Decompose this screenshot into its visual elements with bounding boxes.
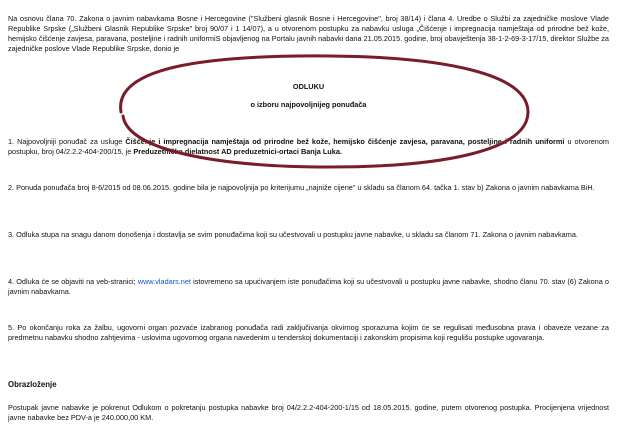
vladars-link[interactable]: www.vladars.net — [137, 277, 191, 286]
item-4-text-post: istovremeno sa upućivanjem iste ponuđačima koji su učestvovali u postupku javne nabavke, shodno članu 70. stav (6) Zakona o javnim nabavkama. — [8, 277, 609, 296]
oval-stroke — [121, 56, 528, 167]
item-1-text-mid: u otvorenom postupku, broj 04/2.2.2-404-200/15, je — [8, 137, 609, 156]
intro-paragraph: Na osnovu člana 70. Zakona o javnim nabavkama Bosne i Hercegovine ("Službeni glasnik Bosne i Hercegovine", broj 38/14) i člana 4. Uredbe o Službi za zajedničke moslove Vlade Republike Srpske („Službeni Glasnik Republike Srpske" broj 90/07 i 1 14/07), a u otvorenom postupku za nabavku usluga „Čišćenje i impregnacija namještaja od prirodne bež kože, hemijsko čišćenje zavjesa, paravana, posteljine i radnih uniformiS objavljenog na Portalu javnih nabavki dana 21.05.2015. godine, broj obavještenja 38-1-2-69-3-17/15, direktor Službe za zajedničke poslove Vlade Republike Srpske, donio je — [8, 14, 609, 53]
item-5-paragraph: 5. Po okončanju roka za žalbu, ugovorni organ pozvaće izabranog ponuđača radi zaključivanja okvirnog sporazuma kojim će se regulisati međusobna prava i obaveze vezane za predmetnu nabavku shodno zahtjevima - uslovima ugovornog organa navedenim u tenderskoj dokumentaciji i zakonskim propisima koji regulišu postupke ugovaranja. — [8, 323, 609, 342]
item-3-paragraph: 3. Odluka stupa na snagu danom donošenja i dostavlja se svim ponuđačima koji su učestvovali u postupku javne nabavke, u skladu sa članom 71. Zakona o javnim nabavkama. — [8, 230, 578, 239]
reasoning-paragraph: Postupak javne nabavke je pokrenut Odlukom o pokretanju postupka nabavke broj 04/2.2.2-404-200-1/15 od 18.05.2015. godine, putem otvorenog postupka. Procijenjena vrijednost javne nabavke bez PDV-a je 240.000,00 KM. — [8, 403, 609, 422]
item-2-paragraph: 2. Ponuda ponuđača broj 8-6/2015 od 08.06.2015. godine bila je najpovoljnija po kriterijumu „najniže cijene" u skladu sa članom 64. tačka 1. stav b) Zakona o javnim nabavkama BiH. — [8, 183, 595, 192]
item-1-text-pre: 1. Najpovoljniji ponuđač za usluge — [8, 137, 126, 146]
item-1-selected-bidder: Preduzetnička djelatnost AD preduzetnici-ortaci Banja Luka. — [133, 147, 342, 156]
item-1-service-name: Čišćenje i impregnacija namještaja od prirodne bež kože, hemijsko čišćenje zavjesa, paravana, posteljine i radnih uniformi — [125, 137, 565, 146]
decision-subtitle: o izboru najpovoljnijeg ponuđača — [250, 100, 367, 109]
section-heading: Obrazloženje — [8, 380, 57, 389]
item-4-text-pre: 4. Odluka će se objaviti na veb-stranici; — [8, 277, 138, 286]
decision-title: ODLUKU — [292, 82, 325, 91]
